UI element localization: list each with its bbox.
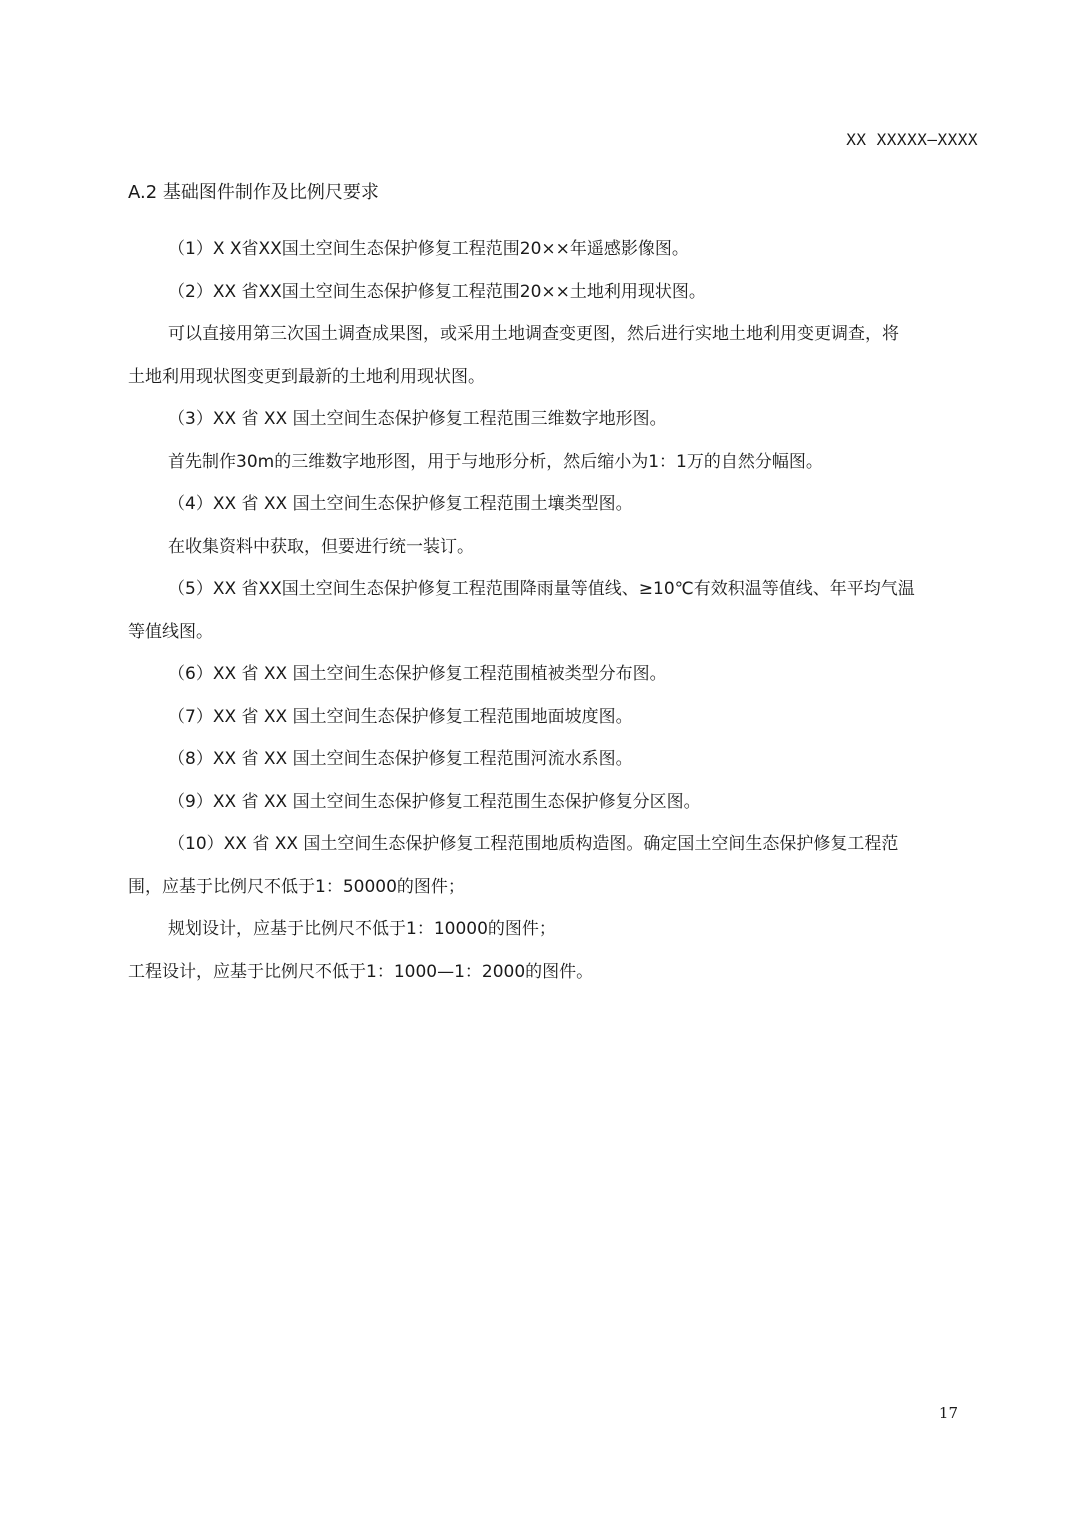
item-2-note-line-2: 土地利用现状图变更到最新的土地利用现状图。	[128, 366, 485, 387]
document-body	[128, 228, 980, 993]
item-8: （8）XX 省 XX 国土空间生态保护修复工程范围河流水系图。	[168, 749, 633, 769]
item-3: （3）XX 省 XX 国土空间生态保护修复工程范围三维数字地形图。	[168, 409, 667, 429]
item-5-line-1: （5）XX 省XX国土空间生态保护修复工程范围降雨量等值线、≥10℃有效积温等值线、年平均气温	[168, 579, 915, 599]
item-2-note-line-1: 可以直接用第三次国土调查成果图，或采用土地调查变更图，然后进行实地土地利用变更调查，将	[168, 324, 899, 344]
item-10-line-1: （10）XX 省 XX 国土空间生态保护修复工程范围地质构造图。确定国土空间生态保护修复工程范	[168, 834, 899, 854]
item-2: （2）XX 省XX国土空间生态保护修复工程范围20××土地利用现状图。	[168, 281, 706, 302]
document-code: XX XXXXX—XXXX	[846, 130, 978, 149]
planning-scale-note: 规划设计，应基于比例尺不低于1：10000的图件；	[168, 919, 556, 939]
item-3-note: 首先制作30m的三维数字地形图，用于与地形分析，然后缩小为1：1万的自然分幅图。	[168, 451, 823, 472]
item-9: （9）XX 省 XX 国土空间生态保护修复工程范围生态保护修复分区图。	[168, 791, 701, 812]
item-6: （6）XX 省 XX 国土空间生态保护修复工程范围植被类型分布图。	[168, 664, 667, 684]
section-title: A.2 基础图件制作及比例尺要求	[128, 182, 379, 203]
item-4: （4）XX 省 XX 国土空间生态保护修复工程范围土壤类型图。	[168, 494, 633, 514]
item-10-line-2: 围，应基于比例尺不低于1：50000的图件；	[128, 876, 465, 897]
page-number: 17	[938, 1404, 958, 1422]
item-7: （7）XX 省 XX 国土空间生态保护修复工程范围地面坡度图。	[168, 706, 633, 727]
engineering-scale-note: 工程设计，应基于比例尺不低于1：1000—1：2000的图件。	[128, 961, 594, 982]
item-4-note: 在收集资料中获取，但要进行统一装订。	[168, 536, 474, 557]
item-5-line-2: 等值线图。	[128, 621, 213, 642]
item-1: （1）X X省XX国土空间生态保护修复工程范围20××年遥感影像图。	[168, 239, 689, 259]
